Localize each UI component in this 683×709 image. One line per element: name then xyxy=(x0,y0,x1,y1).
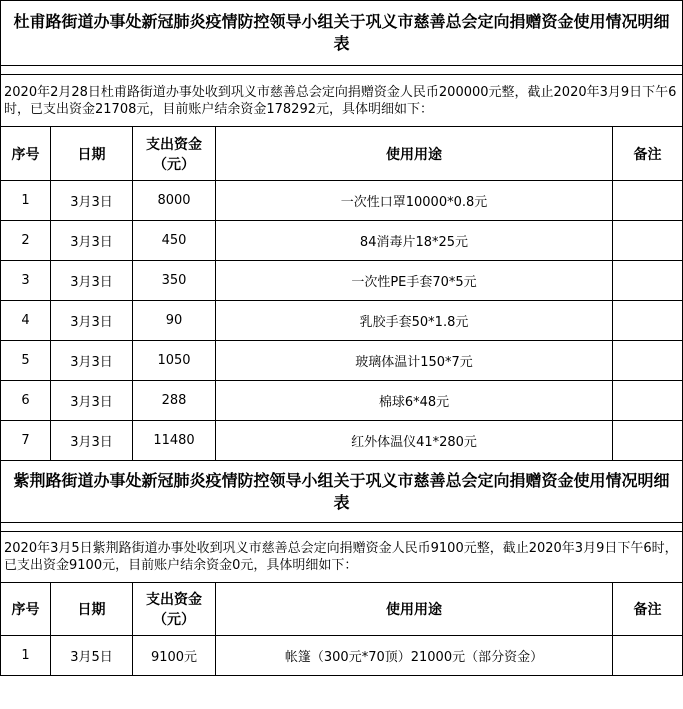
row-use: 84消毒片18*25元 xyxy=(216,221,613,261)
row-date: 3月3日 xyxy=(51,221,133,261)
row-date: 3月3日 xyxy=(51,341,133,381)
header-no: 序号 xyxy=(1,127,51,181)
row-note xyxy=(613,421,683,461)
row-no: 7 xyxy=(1,421,51,461)
row-use: 棉球6*48元 xyxy=(216,381,613,421)
row-note xyxy=(613,261,683,301)
section2-intro: 2020年3月5日紫荆路街道办事处收到巩义市慈善总会定向捐赠资金人民币9100元整，截止2020年3月9日下午6时，已支出资金9100元，目前账户结余资金0元，具体明细如下： xyxy=(1,532,683,583)
row-amount: 1050 xyxy=(133,341,216,381)
row-amount: 350 xyxy=(133,261,216,301)
section1-title-row xyxy=(1,1,683,66)
row-date: 3月3日 xyxy=(51,421,133,461)
row-note xyxy=(613,636,683,676)
row-amount: 9100元 xyxy=(133,636,216,676)
table-row xyxy=(1,421,683,461)
row-use: 乳胶手套50*1.8元 xyxy=(216,301,613,341)
row-use: 玻璃体温计150*7元 xyxy=(216,341,613,381)
header-use: 使用用途 xyxy=(216,127,613,181)
row-no: 3 xyxy=(1,261,51,301)
header-amount: 支出资金（元） xyxy=(133,127,216,181)
row-date: 3月3日 xyxy=(51,261,133,301)
row-no: 4 xyxy=(1,301,51,341)
row-amount: 11480 xyxy=(133,421,216,461)
table-row xyxy=(1,381,683,421)
row-amount: 450 xyxy=(133,221,216,261)
row-note xyxy=(613,341,683,381)
table-row xyxy=(1,261,683,301)
row-date: 3月5日 xyxy=(51,636,133,676)
row-note xyxy=(613,301,683,341)
row-use: 帐篷（300元*70顶）21000元（部分资金） xyxy=(216,636,613,676)
row-date: 3月3日 xyxy=(51,381,133,421)
row-no: 5 xyxy=(1,341,51,381)
row-no: 1 xyxy=(1,636,51,676)
header-note: 备注 xyxy=(613,583,683,636)
section2-title: 紫荆路街道办事处新冠肺炎疫情防控领导小组关于巩义市慈善总会定向捐赠资金使用情况明细表 xyxy=(1,461,683,523)
header-date: 日期 xyxy=(51,583,133,636)
header-date: 日期 xyxy=(51,127,133,181)
header-note: 备注 xyxy=(613,127,683,181)
table-row xyxy=(1,636,683,676)
section2-spacer xyxy=(1,523,683,532)
row-date: 3月3日 xyxy=(51,301,133,341)
header-amount: 支出资金（元） xyxy=(133,583,216,636)
table-row xyxy=(1,221,683,261)
section1-title: 杜甫路街道办事处新冠肺炎疫情防控领导小组关于巩义市慈善总会定向捐赠资金使用情况明细表 xyxy=(1,1,683,66)
row-no: 6 xyxy=(1,381,51,421)
section2-header-row xyxy=(1,583,683,636)
section1-intro: 2020年2月28日杜甫路街道办事处收到巩义市慈善总会定向捐赠资金人民币200000元整，截止2020年3月9日下午6时，已支出资金21708元，目前账户结余资金178292元，具体明细如下： xyxy=(1,75,683,127)
row-use: 红外体温仪41*280元 xyxy=(216,421,613,461)
row-note xyxy=(613,381,683,421)
section1-header-row xyxy=(1,127,683,181)
row-amount: 90 xyxy=(133,301,216,341)
row-no: 1 xyxy=(1,181,51,221)
header-use: 使用用途 xyxy=(216,583,613,636)
row-amount: 8000 xyxy=(133,181,216,221)
row-date: 3月3日 xyxy=(51,181,133,221)
section1-spacer xyxy=(1,66,683,75)
table-row xyxy=(1,181,683,221)
row-amount: 288 xyxy=(133,381,216,421)
row-note xyxy=(613,181,683,221)
row-no: 2 xyxy=(1,221,51,261)
section2-intro-row xyxy=(1,532,683,583)
table-row xyxy=(1,301,683,341)
row-use: 一次性PE手套70*5元 xyxy=(216,261,613,301)
row-use: 一次性口罩10000*0.8元 xyxy=(216,181,613,221)
table-row xyxy=(1,341,683,381)
header-no: 序号 xyxy=(1,583,51,636)
section1-intro-row xyxy=(1,75,683,127)
row-note xyxy=(613,221,683,261)
section2-title-row xyxy=(1,461,683,523)
